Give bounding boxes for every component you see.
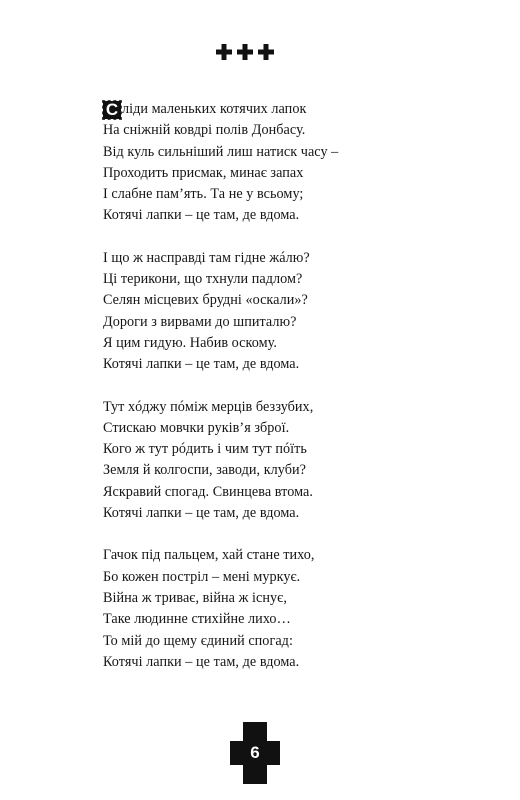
poem-line: І що ж насправді там гідне жáлю? (103, 249, 310, 266)
poem-line: Дороги з вирвами до шпиталю? (103, 313, 297, 330)
header-ornament (216, 44, 274, 64)
stanza-3 (103, 397, 443, 525)
first-line-text: ліди маленьких котячих лапок (122, 101, 307, 117)
poem-line: Війна ж триває, війна ж існує, (103, 589, 287, 606)
poem-line: Кого ж тут рóдить і чим тут пóїть (103, 441, 307, 458)
poem-line: І слабне пам’ять. Та не у всьому; (103, 186, 304, 203)
poem-line: Котячі лапки – це там, де вдома. (103, 505, 300, 522)
poem-line (103, 99, 443, 120)
poem-line: Селян місцевих брудні «оскали»? (103, 292, 308, 309)
poem-line: Ці терикони, що тхнули падлом? (103, 271, 303, 288)
poem-line: То мій до щему єдиний спогад: (103, 632, 293, 649)
poem-line: Проходить присмак, минає запах (103, 164, 304, 181)
cross-icon (258, 44, 274, 60)
stanza-4 (103, 545, 443, 673)
drop-cap: С (103, 101, 121, 119)
poem-line: Від куль сильніший лиш натиск часу – (103, 143, 339, 160)
poem-line: На сніжній ковдрі полів Донбасу. (103, 122, 306, 139)
stanza-1 (103, 99, 443, 227)
poem-line: Бо кожен постріл – мені муркує. (103, 568, 301, 585)
stanza-2 (103, 248, 443, 376)
page-number: 6 (250, 743, 260, 762)
poem-line: Яскравий спогад. Свинцева втома. (103, 483, 313, 500)
cross-icon (237, 44, 253, 60)
poem-line: Стискаю мовчки руків’я зброї. (103, 419, 290, 436)
poem-line: Таке людинне стихійне лихо… (103, 611, 291, 628)
cross-icon (216, 44, 232, 60)
poem-line: Гачок під пальцем, хай стане тихо, (103, 547, 315, 564)
poem-line: Я цим гидую. Набив оскому. (103, 334, 277, 351)
poem-line: Котячі лапки – це там, де вдома. (103, 653, 300, 670)
poem-line: Котячі лапки – це там, де вдома. (103, 207, 300, 224)
poem-line: Тут хóджу пóміж мерців беззубих, (103, 398, 314, 415)
page-number-cross-icon (230, 722, 280, 784)
poem (103, 99, 443, 694)
poem-line: Котячі лапки – це там, де вдома. (103, 356, 300, 373)
poem-line: Земля й колгоспи, заводи, клуби? (103, 462, 307, 479)
